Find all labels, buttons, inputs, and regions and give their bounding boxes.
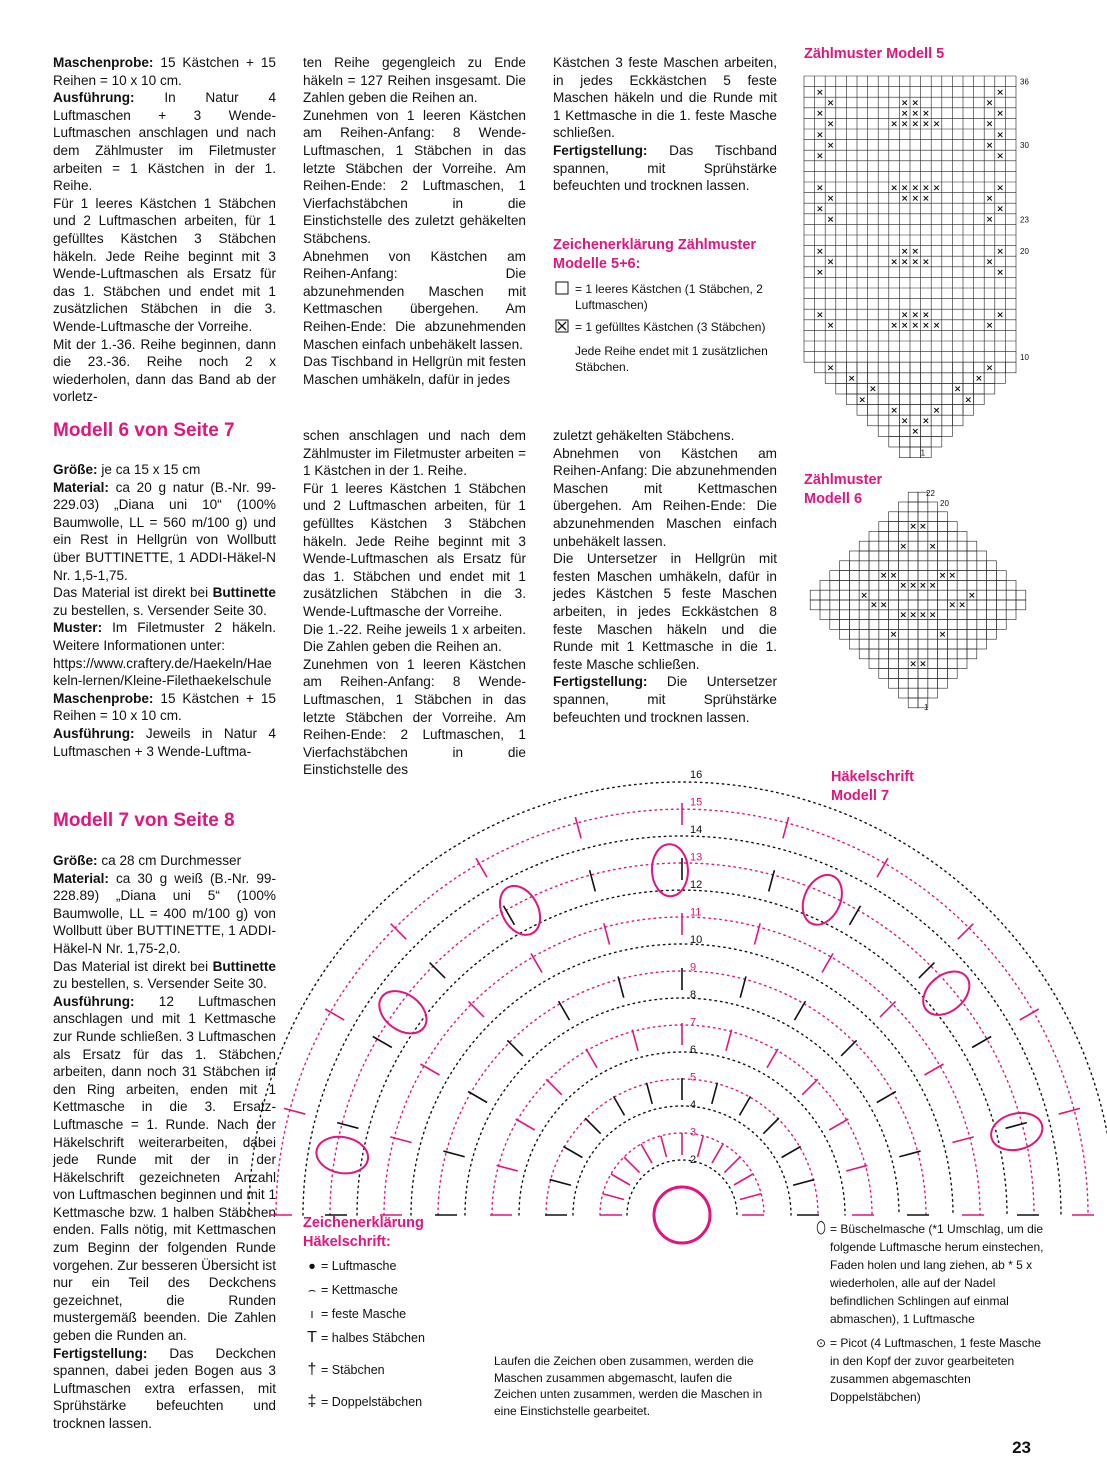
stitch-mark (632, 1030, 638, 1051)
filled-cell-mark: × (996, 87, 1004, 98)
modell6-heading: Modell 6 von Seite 7 (53, 420, 235, 441)
filled-cell-mark: × (816, 268, 824, 279)
legend-row-picot: ⊙ = Picot (4 Luftmaschen, 1 feste Masche in den Kopf der zuvor gearbeiteten zusammen abgemaschten Doppelstäbchen) (812, 1334, 1044, 1406)
filled-cell-mark: × (890, 183, 898, 194)
text-paragraph: Die 1.-22. Reihe jeweils 1 x arbeiten. Die Zahlen geben die Reihen an. (303, 621, 526, 655)
stitch-mark (958, 924, 974, 940)
stitch-mark (614, 1096, 625, 1115)
stitch-mark (899, 1151, 920, 1157)
filled-cell-mark: × (909, 581, 917, 592)
ausfuehrung-paragraph: Ausführung: Jeweils in Natur 4 Luftmaschen + 3 Wende-Luftma- (53, 725, 276, 759)
text-paragraph: Für 1 leeres Kästchen 1 Stäbchen und 2 Luftmaschen arbeiten, für 1 gefülltes Kästchen 3 Stäbchen häkeln. Jede Reihe beginnt mit 3 Wende-Luftmaschen als Ersatz für das 1. Stäbchen und endet mit 1 zusätzlichen Stäbchen in die 3. Wende-Luftmasche der Vorreihe. (303, 480, 526, 619)
filled-cell-mark: × (996, 109, 1004, 120)
filled-cell-mark: × (816, 109, 824, 120)
row-label: 20 (940, 499, 949, 509)
filled-cell-mark: × (911, 246, 920, 257)
filled-cell-mark: × (985, 257, 994, 268)
col2-top (303, 54, 526, 388)
filled-cell-mark: × (996, 183, 1004, 194)
picot-icon: ⊙ (815, 1336, 827, 1350)
text-paragraph: Das Tischband in Hellgrün mit festen Maschen umhäkeln, dafür in jedes (303, 354, 526, 387)
filled-cell-mark: × (900, 98, 909, 109)
filled-cell-mark: × (900, 257, 909, 268)
chart5-title: Zählmuster Modell 5 (804, 46, 945, 62)
filled-cell-mark: × (909, 522, 917, 533)
stitch-mark (468, 1092, 487, 1103)
text-paragraph: Abnehmen von Kästchen am Reihen-Anfang: Die abzunehmenden Maschen mit Kettmaschen übergehen. Am Reihen-Ende: Die abzunehmenden Maschen einfach unbehäkelt lassen. (553, 445, 777, 549)
stitch-mark (391, 924, 407, 940)
stitch-mark (559, 1001, 570, 1020)
ausfuehrung-paragraph: Ausführung: 12 Luftmaschen anschlagen und mit 1 Kettmasche zur Runde schließen. 3 Luftmaschen als Ersatz für das 1. Stäbchen arbeiten, dann noch 31 Stäbchen in den Ring arbeiten, enden mit 1 Kettmasche in die 3. Ersatz-Luftmasche = 1. Runde. Nach der Häkelschrift weiterarbeiten, dabei jede Runde mit der in der Häkelschrift gezeichneten Anzahl von Luftmaschen beginnen und mit 1 Kettmasche bzw. 1 halben Stäbchen enden. Falls nötig, mit Kettmaschen zum Beginn der folgenden Runde vorgehen. Zur besseren Übersicht ist nur ein Teil des Deckchens gezeichnet, die Runden mustergemäß beenden. Die Zahlen geben die Runden an. (53, 993, 276, 1344)
filled-cell-mark: × (985, 140, 994, 151)
filled-cell-mark: × (928, 610, 937, 621)
stitch-mark (585, 1118, 601, 1134)
legend-buechel-picot (812, 1220, 1044, 1412)
filled-cell-mark: × (900, 109, 909, 120)
filled-cell-mark: × (922, 119, 930, 130)
stitch-mark (740, 1096, 751, 1115)
legend-row-luftmasche: ● = Luftmasche (303, 1258, 493, 1274)
material-paragraph: Material: ca 20 g natur (B.-Nr. 99-229.03) „Diana uni 10“ (100% Baumwolle, LL = 560 m/100 g) und ein Rest in Hellgrün von Wollbutt über BUTTINETTE, 1 ADDI-Häkel-N Nr. 1,5-1,75. (53, 479, 276, 583)
shop-paragraph: Das Material ist direkt bei Buttinette zu bestellen, s. Versender Seite 30. (53, 585, 276, 618)
filled-cell-mark: × (890, 321, 898, 332)
filled-cell-mark: × (826, 215, 835, 226)
filled-cell-mark: × (900, 321, 909, 332)
stitch-mark (476, 858, 487, 877)
modell6-col2 (303, 427, 526, 779)
muster-paragraph: Muster: Im Filetmuster 2 häkeln. Weitere Informationen unter: (53, 620, 276, 653)
stitch-mark (877, 858, 888, 877)
filled-cell-mark: × (932, 405, 941, 416)
filled-cell-mark: × (816, 183, 824, 194)
row-label: 20 (1020, 247, 1029, 257)
stitch-mark (661, 1136, 667, 1157)
stitch-mark (795, 1001, 806, 1020)
filled-cell-mark: × (900, 310, 909, 321)
filled-cell-mark: × (858, 395, 867, 406)
stitch-mark (603, 1194, 624, 1200)
round-number: 7 (690, 1016, 697, 1029)
text-paragraph: schen anschlagen und nach dem Zählmuster im Filetmuster arbeiten = 1 Kästchen in der 1. Reihe. (303, 428, 526, 479)
stitch-mark (618, 976, 624, 997)
filled-cell-mark: × (922, 183, 930, 194)
fertigstellung-paragraph: Fertigstellung: Das Tischband spannen, mit Sprühstärke befeuchten und trocknen lassen. (553, 142, 777, 194)
text-paragraph: Für 1 leeres Kästchen 1 Stäbchen und 2 Luftmaschen arbeiten, für 1 gefülltes Kästchen 3 Stäbchen häkeln. Jede Reihe beginnt mit 3 Wende-Luftmaschen als Ersatz für das 1. Stäbchen und endet mit 1 zusätzlichen Stäbchen in die 3. Wende-Luftmasche der Vorreihe. (53, 195, 276, 334)
round-number: 10 (690, 934, 703, 946)
filled-cell-mark: × (879, 600, 888, 611)
stitch-mark (468, 1001, 484, 1017)
legend-note: Jede Reihe endet mit 1 zusätzlichen Stäbchen. (575, 344, 768, 374)
round-number: 3 (690, 1126, 697, 1139)
filled-cell-mark: × (816, 310, 824, 321)
filled-cell-mark: × (938, 571, 947, 582)
filled-cell-mark: × (899, 610, 908, 621)
round-number: 5 (690, 1071, 697, 1084)
stitch-mark (1006, 1123, 1027, 1129)
filled-cell-mark: × (996, 268, 1004, 279)
filled-cell-mark: × (890, 405, 898, 416)
half-double-crochet-icon: T (307, 1329, 317, 1346)
filled-cell-mark: × (911, 427, 920, 438)
filled-cell-mark: × (922, 193, 930, 204)
filled-cell-mark: × (985, 363, 994, 374)
stitch-mark (531, 953, 542, 972)
text-paragraph: Mit der 1.-36. Reihe beginnen, dann die 23.-36. Reihe noch 2 x wiederholen, dann das Band ab der vorletz- (53, 336, 276, 405)
filled-cell-mark: × (911, 257, 920, 268)
filled-cell-mark: × (985, 193, 994, 204)
row-label: 1 (924, 702, 929, 712)
round-number: 15 (690, 796, 703, 809)
maschenprobe-paragraph: Maschenprobe: 15 Kästchen + 15 Reihen = 10 x 10 cm. (53, 55, 276, 88)
stitch-mark (611, 1174, 630, 1185)
stitch-mark (880, 1001, 896, 1017)
row-label: 10 (1020, 353, 1029, 363)
filled-cell-mark: × (826, 140, 835, 151)
filled-cell-mark: × (900, 119, 909, 130)
stitch-mark (793, 1180, 814, 1186)
filled-cell-mark: × (890, 119, 898, 130)
round-arc (573, 1106, 791, 1215)
filled-cell-mark: × (900, 193, 909, 204)
filled-cell-mark: × (985, 321, 994, 332)
round-number: 16 (690, 769, 703, 781)
ausfuehrung-paragraph: Ausführung: In Natur 4 Luftmaschen + 3 Wende-Luftmaschen anschlagen und nach dem Zählmuster im Filetmuster arbeiten = 1 Kästchen in der 1. Reihe. (53, 90, 276, 194)
round-number: 9 (690, 961, 697, 974)
filled-cell-mark: × (996, 204, 1004, 215)
text-paragraph: Kästchen 3 feste Maschen arbeiten, in jedes Eckkästchen 5 feste Maschen häkeln und die Runde mit 1 Kettmasche in die 1. feste Masche schließen. (553, 55, 777, 141)
filled-cell-mark: × (928, 581, 937, 592)
stitch-mark (497, 1165, 518, 1171)
stitch-mark (802, 1079, 818, 1095)
modell7-heading: Modell 7 von Seite 8 (53, 810, 235, 831)
single-crochet-icon: ı (310, 1307, 314, 1321)
filled-cell-mark: × (890, 257, 898, 268)
stitch-mark (647, 1083, 653, 1104)
stitch-mark (763, 1118, 779, 1134)
filled-cell-mark: × (816, 204, 824, 215)
material-paragraph: Material: ca 30 g weiß (B.-Nr. 99-228.89) „Diana uni 5“ (100% Baumwolle, LL = 400 m/100 g) von Wollbutt über BUTTINETTE, 1 ADDI-Häkel-N Nr. 1,75-2,0. (53, 870, 276, 956)
chart6-grid (808, 490, 1038, 720)
filled-cell-mark: × (919, 610, 927, 621)
stitch-mark (575, 817, 581, 838)
stitch-mark (516, 1119, 535, 1130)
filled-cell-mark: × (900, 246, 909, 257)
row-label: 22 (926, 489, 935, 499)
chain-stitch-icon: ● (308, 1259, 316, 1273)
filled-cell-mark: × (826, 193, 835, 204)
stitch-mark (846, 1165, 867, 1171)
filled-cell-mark: × (911, 109, 920, 120)
filled-cell-mark: × (938, 630, 947, 641)
filled-cell-mark: × (911, 119, 920, 130)
round-number: 6 (690, 1044, 697, 1056)
filled-cell-mark: × (816, 246, 824, 257)
filled-cell-mark: × (932, 321, 941, 332)
filled-cell-mark: × (922, 257, 930, 268)
size-paragraph: Größe: je ca 15 x 15 cm (53, 462, 201, 477)
legend-row-halbes-staebchen: T = halbes Stäbchen (303, 1330, 493, 1346)
round-number: 4 (690, 1099, 697, 1111)
stitch-mark (726, 1030, 732, 1051)
stitch-mark (924, 1064, 943, 1075)
stitch-mark (740, 976, 746, 997)
stitch-mark (550, 1180, 571, 1186)
chart5-grid (800, 72, 1040, 458)
filled-cell-mark: × (911, 98, 920, 109)
stitch-mark (822, 953, 833, 972)
chart6-title-line1: Zählmuster Modell 6 (804, 472, 883, 507)
filled-cell-mark: × (968, 590, 976, 601)
stitch-mark (420, 1064, 439, 1075)
filled-cell-mark: × (900, 416, 909, 427)
treble-crochet-icon: ‡ (307, 1393, 317, 1410)
filled-cell-mark: × (948, 600, 957, 611)
stitch-mark (1020, 1009, 1039, 1020)
stitch-mark (698, 1136, 704, 1157)
filled-cell-mark: × (911, 310, 920, 321)
stitch-mark (767, 1049, 778, 1068)
filled-cell-mark: × (975, 374, 983, 385)
legend-zaehlmuster (553, 281, 778, 375)
stitch-mark (783, 817, 789, 838)
stitch-mark (507, 1040, 523, 1056)
stitch-mark (325, 1009, 344, 1020)
filled-cell-mark: × (909, 659, 917, 670)
double-crochet-icon: † (307, 1361, 317, 1378)
text-paragraph: Abnehmen von Kästchen am Reihen-Anfang: Die abzunehmenden Maschen mit Kettmaschen übergehen. Am Reihen-Ende: Die abzunehmenden Maschen einfach unbehäkelt lassen. (303, 248, 526, 352)
filled-cell-mark: × (889, 630, 898, 641)
filled-cell-mark: × (879, 571, 888, 582)
filled-cell-mark: × (860, 590, 868, 601)
legend-haekelschrift (303, 1258, 493, 1416)
modell6-col3 (553, 427, 777, 726)
filled-cell-mark: × (816, 151, 824, 162)
stitch-mark (590, 870, 596, 891)
round-number: 2 (690, 1154, 697, 1166)
legend-title-zaehlmuster: Zeichenerklärung Zählmuster Modelle 5+6: (553, 237, 757, 272)
crochet-chart-doily (300, 760, 1020, 1280)
filled-cell-mark: × (919, 581, 927, 592)
probe-paragraph: Maschenprobe: 15 Kästchen + 15 Reihen = 10 x 10 cm. (53, 690, 276, 724)
text-paragraph: zuletzt gehäkelten Stäbchens. (553, 428, 735, 443)
fan-group (651, 844, 689, 897)
filled-cell-mark: × (870, 600, 878, 611)
filled-cell-mark: × (826, 98, 835, 109)
filled-cell-mark: × (985, 119, 994, 130)
legend-row-empty: = 1 leeres Kästchen (1 Stäbchen, 2 Luftmaschen) (553, 281, 778, 313)
row-label: 30 (1020, 141, 1029, 151)
filled-cell-mark: × (899, 581, 908, 592)
filled-cell-mark: × (816, 87, 824, 98)
legend-row-filled: = 1 gefülltes Kästchen (3 Stäbchen) (553, 319, 778, 337)
round-arc (357, 890, 1007, 1215)
url-link[interactable]: https://www.craftery.de/Haekeln/Haekeln-lernen/Kleine-Filethaekelschule (53, 655, 272, 689)
text-paragraph: Zunehmen von 1 leeren Kästchen am Reihen-Anfang: 8 Wende-Luftmaschen, 1 Stäbchen in das letzte Stäbchen der Vorreihe. Am Reihen-Ende: 2 Luftmaschen, 1 Vierfachstäbchen in die Einstichstelle des zuletzt gehäkelten Stäbchens. (303, 107, 526, 246)
filled-cell-mark: × (996, 246, 1004, 257)
filled-cell-mark: × (958, 600, 966, 611)
size-paragraph: Größe: ca 28 cm Durchmesser (53, 853, 242, 868)
chart-note: Laufen die Zeichen oben zusammen, werden die Maschen zusammen abgemascht, laufen die Zeichen unten zusammen, werden die Maschen in eine Einstichstelle gearbeitet. (494, 1354, 763, 1418)
filled-cell-mark: × (919, 522, 927, 533)
round-arc (384, 917, 980, 1215)
filled-cell-mark: × (922, 416, 930, 427)
filled-cell-mark: × (985, 98, 994, 109)
round-number: 13 (690, 851, 703, 864)
stitch-mark (724, 1157, 740, 1173)
filled-cell-mark: × (826, 257, 835, 268)
stitch-mark (1059, 1108, 1080, 1114)
legend-row-staebchen: † = Stäbchen (303, 1362, 493, 1378)
filled-cell-mark: × (985, 215, 994, 226)
stitch-mark (641, 1144, 652, 1163)
filled-cell-mark: × (919, 659, 927, 670)
stitch-mark (563, 1147, 582, 1158)
filled-cell-mark: × (922, 109, 930, 120)
fan-group (492, 879, 548, 942)
filled-cell-mark: × (889, 571, 898, 582)
modell6-col1 (53, 461, 276, 760)
stitch-mark (877, 1092, 896, 1103)
center-ring (654, 1187, 710, 1243)
text-paragraph: ten Reihe gegengleich zu Ende häkeln = 127 Reihen insgesamt. Die Zahlen geben die Reihen an. (303, 55, 526, 106)
chart7-title: Häkelschrift Modell 7 (831, 769, 915, 804)
row-label: 1 (920, 448, 926, 458)
legend-row-doppelstaebchen: ‡ = Doppelstäbchen (303, 1394, 493, 1410)
filled-cell-mark: × (922, 310, 930, 321)
empty-box-icon (553, 281, 571, 299)
filled-cell-mark: × (996, 310, 1004, 321)
stitch-mark (919, 963, 935, 979)
filled-cell-mark: × (996, 130, 1004, 141)
page-number: 23 (1012, 1438, 1031, 1457)
shop-paragraph: Das Material ist direkt bei Buttinette zu bestellen, s. Versender Seite 30. (53, 958, 276, 992)
legend-row-buechelmasche: ⬯ = Büschelmasche (*1 Umschlag, um die folgende Luftmasche herum einstechen, Faden holen und lang ziehen, ab * 5 x wiederholen, alle auf der Nadel befindlichen Schlingen auf einmal abmaschen), 1 Luftmasche (812, 1220, 1044, 1328)
stitch-mark (624, 1157, 640, 1173)
filled-cell-mark: × (909, 610, 917, 621)
legend-title-haekelschrift: Zeichenerklärung Häkelschrift: (303, 1215, 424, 1250)
round-number: 11 (690, 906, 702, 919)
row-label: 23 (1020, 215, 1029, 225)
stitch-mark (734, 1174, 753, 1185)
stitch-mark (769, 870, 775, 891)
filled-cell-mark: × (869, 384, 877, 395)
stitch-mark (841, 1040, 857, 1056)
filled-cell-mark: × (996, 151, 1004, 162)
slip-stitch-icon: ⌢ (307, 1283, 317, 1297)
filled-cell-mark: × (911, 193, 920, 204)
filled-cell-mark: × (826, 119, 835, 130)
stitch-mark (712, 1144, 723, 1163)
col1-top (53, 54, 276, 406)
modell7-col1 (53, 852, 276, 1433)
filled-cell-mark: × (953, 384, 962, 395)
filled-cell-mark: × (911, 183, 920, 194)
filled-cell-mark: × (816, 130, 824, 141)
stitch-mark (284, 1108, 305, 1114)
filled-cell-mark: × (932, 119, 941, 130)
filled-cell-mark: × (826, 321, 835, 332)
stitch-mark (829, 1119, 848, 1130)
filled-cell-mark: × (911, 321, 920, 332)
filled-cell-mark: × (922, 321, 930, 332)
stitch-mark (390, 1137, 411, 1143)
round-number: 14 (690, 824, 703, 836)
filled-cell-mark: × (826, 363, 835, 374)
fertigstellung-paragraph: Fertigstellung: Die Untersetzer spannen, mit Sprühstärke befeuchten und trocknen lassen. (553, 674, 777, 725)
filled-box-icon (553, 319, 571, 337)
stitch-mark (443, 1151, 464, 1157)
stitch-mark (546, 1079, 562, 1095)
text-paragraph: Zunehmen von 1 leeren Kästchen am Reihen-Anfang: 8 Wende-Luftmaschen, 1 Stäbchen in das letzte Stäbchen der Vorreihe. Am Reihen-Ende: 2 Luftmaschen, 1 Vierfachstäbchen in die Einstichstelle des (303, 656, 526, 778)
col3-top (553, 54, 777, 195)
filled-cell-mark: × (932, 183, 941, 194)
cluster-stitch-icon: ⬯ (815, 1220, 827, 1237)
filled-cell-mark: × (847, 374, 856, 385)
legend-row-feste-masche: ı = feste Masche (303, 1306, 493, 1322)
stitch-mark (430, 963, 446, 979)
filled-cell-mark: × (928, 541, 937, 552)
filled-cell-mark: × (899, 541, 908, 552)
round-number: 8 (690, 989, 697, 1001)
filled-cell-mark: × (964, 395, 973, 406)
filled-cell-mark: × (900, 183, 909, 194)
stitch-mark (586, 1049, 597, 1068)
fertigstellung-paragraph: Fertigstellung: Das Deckchen spannen, dabei jeden Bogen aus 3 Luftmaschen extra erfassen, mit Sprühstärke befeuchten und trocknen lassen. (53, 1345, 276, 1431)
fan-group (371, 982, 434, 1042)
filled-cell-mark: × (948, 571, 957, 582)
stitch-mark (740, 1194, 761, 1200)
stitch-mark (712, 1083, 718, 1104)
legend-row-kettmasche: ⌢ = Kettmasche (303, 1282, 493, 1298)
round-number: 12 (690, 879, 703, 891)
text-paragraph: Die Untersetzer in Hellgrün mit festen Maschen umhäkeln, dafür in jedes Kästchen 5 feste Maschen arbeiten, in jedes Eckkästchen 8 feste Maschen häkeln und die Runde mit 1 Kettmasche in die 1. feste Masche schließen. (553, 551, 777, 672)
stitch-mark (782, 1147, 801, 1158)
row-label: 36 (1020, 77, 1029, 87)
